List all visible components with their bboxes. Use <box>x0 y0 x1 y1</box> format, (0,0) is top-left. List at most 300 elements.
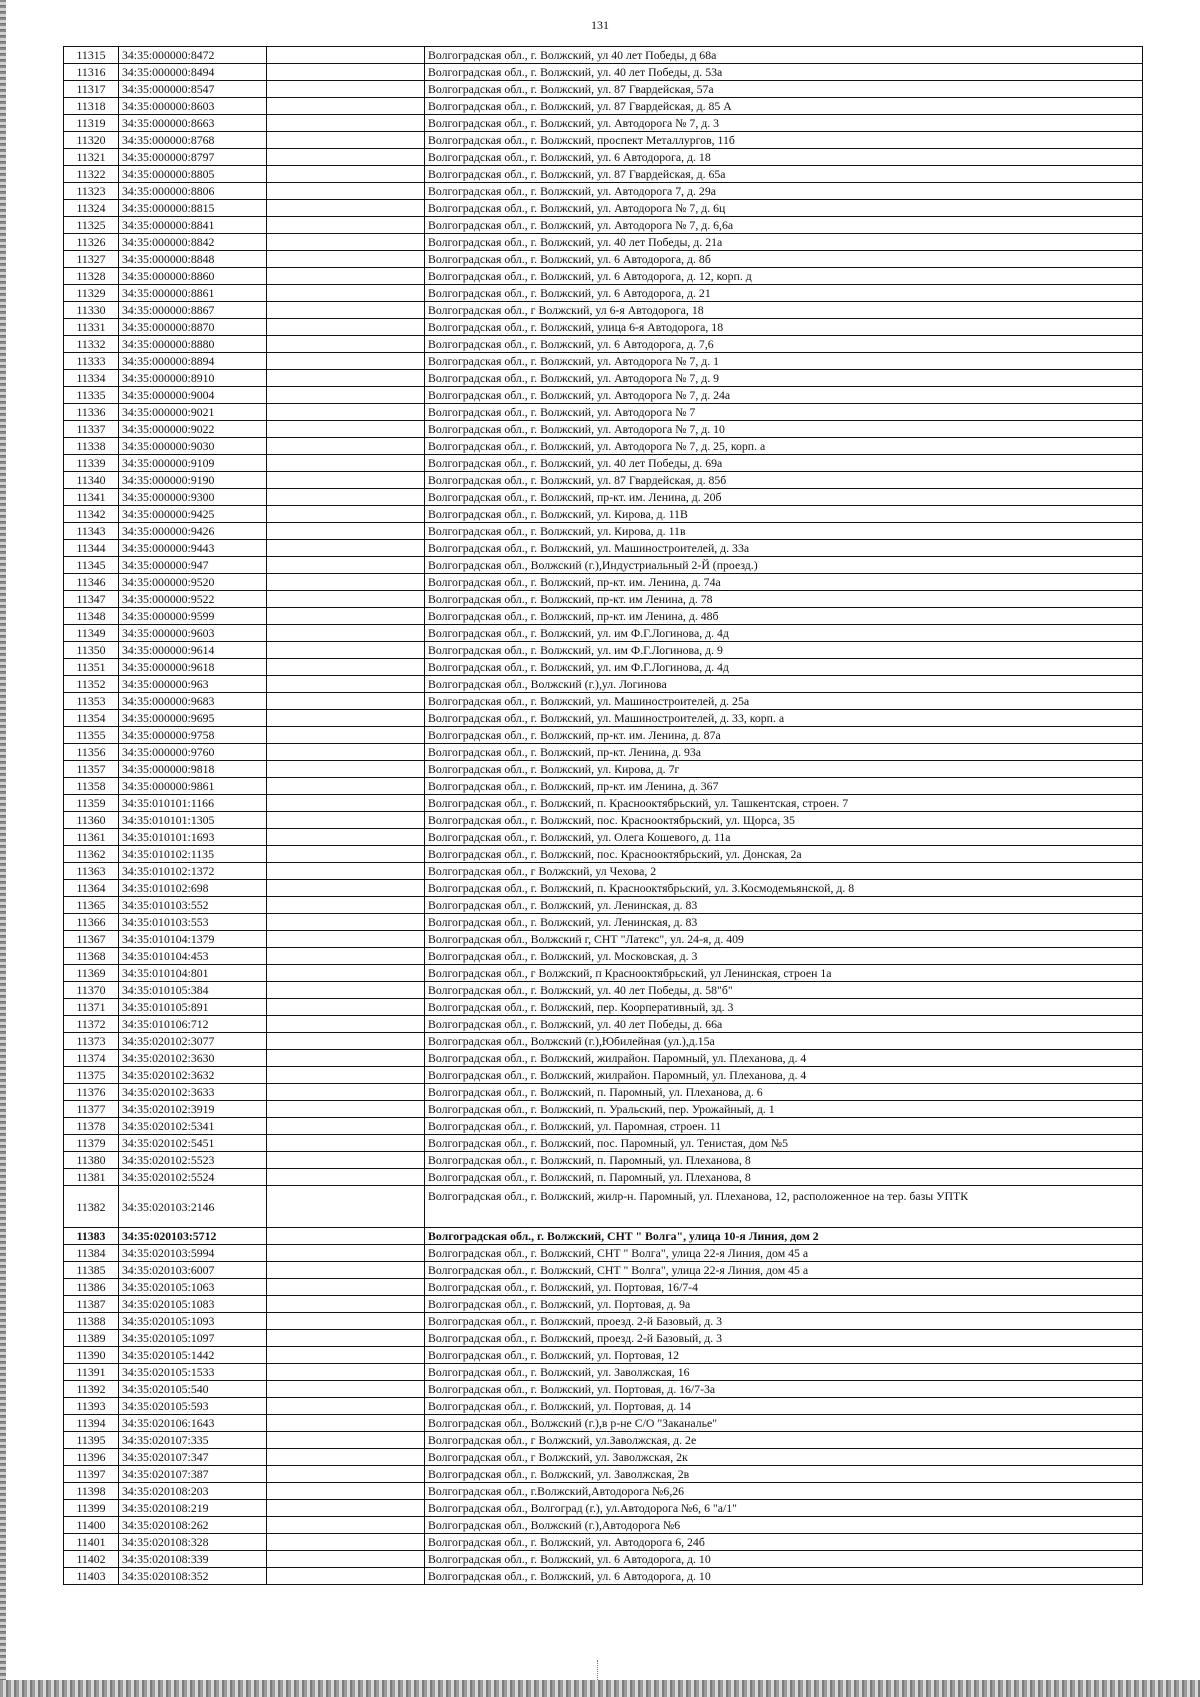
row-number-cell: 11367 <box>64 931 119 948</box>
blank-cell <box>267 1186 425 1228</box>
table-row <box>64 1186 1143 1228</box>
blank-cell <box>267 1449 425 1466</box>
table-row <box>64 727 1143 744</box>
table-row <box>64 591 1143 608</box>
table-row <box>64 1101 1143 1118</box>
address-cell: Волгоградская обл., г. Волжский, ул. им Ф.Г.Логинова, д. 4д <box>425 625 1143 642</box>
row-number-cell: 11379 <box>64 1135 119 1152</box>
blank-cell <box>267 1228 425 1245</box>
row-number-cell: 11326 <box>64 234 119 251</box>
table-row <box>64 1551 1143 1568</box>
cadastral-number-cell: 34:35:000000:8860 <box>119 268 267 285</box>
row-number-cell: 11329 <box>64 285 119 302</box>
cadastral-number-cell: 34:35:020105:1083 <box>119 1296 267 1313</box>
cadastral-number-cell: 34:35:020108:339 <box>119 1551 267 1568</box>
blank-cell <box>267 727 425 744</box>
table-row <box>64 880 1143 897</box>
row-number-cell: 11376 <box>64 1084 119 1101</box>
blank-cell <box>267 1500 425 1517</box>
table-row <box>64 472 1143 489</box>
cadastral-number-cell: 34:35:020105:540 <box>119 1381 267 1398</box>
blank-cell <box>267 642 425 659</box>
cadastral-number-cell: 34:35:000000:8910 <box>119 370 267 387</box>
page-number: 131 <box>591 18 609 32</box>
blank-cell <box>267 115 425 132</box>
table-row <box>64 1135 1143 1152</box>
cadastral-number-cell: 34:35:000000:9109 <box>119 455 267 472</box>
address-cell: Волгоградская обл., г. Волжский, ул. 40 лет Победы, д. 69а <box>425 455 1143 472</box>
cadastral-number-cell: 34:35:020108:219 <box>119 1500 267 1517</box>
cadastral-number-cell: 34:35:000000:9021 <box>119 404 267 421</box>
row-number-cell: 11370 <box>64 982 119 999</box>
cadastral-number-cell: 34:35:000000:9683 <box>119 693 267 710</box>
row-number-cell: 11328 <box>64 268 119 285</box>
cadastral-number-cell: 34:35:000000:9030 <box>119 438 267 455</box>
row-number-cell: 11387 <box>64 1296 119 1313</box>
row-number-cell: 11335 <box>64 387 119 404</box>
blank-cell <box>267 1364 425 1381</box>
address-cell: Волгоградская обл., г. Волжский, пр-кт. им. Ленина, д. 20б <box>425 489 1143 506</box>
address-cell: Волгоградская обл., г. Волжский, проезд. 2-й Базовый, д. 3 <box>425 1330 1143 1347</box>
row-number-cell: 11350 <box>64 642 119 659</box>
row-number-cell: 11368 <box>64 948 119 965</box>
blank-cell <box>267 1118 425 1135</box>
blank-cell <box>267 948 425 965</box>
cadastral-number-cell: 34:35:010102:1135 <box>119 846 267 863</box>
cadastral-number-cell: 34:35:010102:698 <box>119 880 267 897</box>
address-cell: Волгоградская обл., г. Волжский, пос. Краснооктябрьский, ул. Донская, 2а <box>425 846 1143 863</box>
row-number-cell: 11381 <box>64 1169 119 1186</box>
blank-cell <box>267 1415 425 1432</box>
cadastral-number-cell: 34:35:020108:328 <box>119 1534 267 1551</box>
table-row <box>64 931 1143 948</box>
table-row <box>64 1067 1143 1084</box>
row-number-cell: 11369 <box>64 965 119 982</box>
table-row <box>64 557 1143 574</box>
table-row <box>64 863 1143 880</box>
table-row <box>64 438 1143 455</box>
row-number-cell: 11357 <box>64 761 119 778</box>
fold-mark <box>597 1660 599 1682</box>
cadastral-number-cell: 34:35:020108:262 <box>119 1517 267 1534</box>
row-number-cell: 11388 <box>64 1313 119 1330</box>
blank-cell <box>267 1033 425 1050</box>
table-row <box>64 1296 1143 1313</box>
address-cell: Волгоградская обл., г. Волжский, СНТ " Волга", улица 10-я Линия, дом 2 <box>425 1228 1143 1245</box>
blank-cell <box>267 64 425 81</box>
blank-cell <box>267 319 425 336</box>
row-number-cell: 11338 <box>64 438 119 455</box>
table-row <box>64 1228 1143 1245</box>
address-cell: Волгоградская обл., г. Волжский, п. Паромный, ул. Плеханова, 8 <box>425 1152 1143 1169</box>
blank-cell <box>267 1084 425 1101</box>
table-row <box>64 149 1143 166</box>
address-cell: Волгоградская обл., г. Волжский, ул. 87 Гвардейская, д. 65а <box>425 166 1143 183</box>
address-cell: Волгоградская обл., г. Волжский, ул. Автодорога № 7, д. 6,6а <box>425 217 1143 234</box>
blank-cell <box>267 710 425 727</box>
address-cell: Волгоградская обл., г. Волжский, ул. Московская, д. 3 <box>425 948 1143 965</box>
table-row <box>64 625 1143 642</box>
row-number-cell: 11402 <box>64 1551 119 1568</box>
table-row <box>64 897 1143 914</box>
row-number-cell: 11352 <box>64 676 119 693</box>
cadastral-number-cell: 34:35:000000:947 <box>119 557 267 574</box>
cadastral-number-cell: 34:35:020105:1533 <box>119 1364 267 1381</box>
blank-cell <box>267 999 425 1016</box>
row-number-cell: 11391 <box>64 1364 119 1381</box>
table-row <box>64 693 1143 710</box>
cadastral-number-cell: 34:35:000000:8547 <box>119 81 267 98</box>
row-number-cell: 11356 <box>64 744 119 761</box>
address-cell: Волгоградская обл., г. Волжский, ул 40 лет Победы, д 68а <box>425 47 1143 64</box>
cadastral-number-cell: 34:35:000000:8842 <box>119 234 267 251</box>
address-cell: Волгоградская обл., г. Волжский, ул. Ленинская, д. 83 <box>425 914 1143 931</box>
blank-cell <box>267 778 425 795</box>
row-number-cell: 11354 <box>64 710 119 727</box>
cadastral-number-cell: 34:35:020102:3919 <box>119 1101 267 1118</box>
table-row <box>64 455 1143 472</box>
table-row <box>64 710 1143 727</box>
address-cell: Волгоградская обл., г. Волжский, ул. Кирова, д. 11в <box>425 523 1143 540</box>
blank-cell <box>267 880 425 897</box>
blank-cell <box>267 693 425 710</box>
scan-bottom-edge <box>0 1680 1200 1697</box>
cadastral-number-cell: 34:35:000000:8494 <box>119 64 267 81</box>
cadastral-number-cell: 34:35:020102:3632 <box>119 1067 267 1084</box>
address-cell: Волгоградская обл., г. Волжский, ул. 40 лет Победы, д. 66а <box>425 1016 1143 1033</box>
blank-cell <box>267 489 425 506</box>
row-number-cell: 11377 <box>64 1101 119 1118</box>
blank-cell <box>267 1016 425 1033</box>
cadastral-number-cell: 34:35:020102:5523 <box>119 1152 267 1169</box>
row-number-cell: 11332 <box>64 336 119 353</box>
table-row <box>64 421 1143 438</box>
blank-cell <box>267 744 425 761</box>
row-number-cell: 11401 <box>64 1534 119 1551</box>
registry-table <box>63 46 1143 1585</box>
table-row <box>64 1262 1143 1279</box>
cadastral-number-cell: 34:35:020108:352 <box>119 1568 267 1585</box>
blank-cell <box>267 1551 425 1568</box>
blank-cell <box>267 1466 425 1483</box>
row-number-cell: 11399 <box>64 1500 119 1517</box>
cadastral-number-cell: 34:35:000000:9022 <box>119 421 267 438</box>
table-row <box>64 1169 1143 1186</box>
row-number-cell: 11315 <box>64 47 119 64</box>
table-row <box>64 1347 1143 1364</box>
blank-cell <box>267 659 425 676</box>
row-number-cell: 11358 <box>64 778 119 795</box>
cadastral-number-cell: 34:35:000000:9760 <box>119 744 267 761</box>
row-number-cell: 11383 <box>64 1228 119 1245</box>
blank-cell <box>267 1483 425 1500</box>
blank-cell <box>267 761 425 778</box>
cadastral-number-cell: 34:35:000000:8805 <box>119 166 267 183</box>
table-row <box>64 1415 1143 1432</box>
row-number-cell: 11363 <box>64 863 119 880</box>
table-row <box>64 1364 1143 1381</box>
address-cell: Волгоградская обл., г. Волжский, п. Уральский, пер. Урожайный, д. 1 <box>425 1101 1143 1118</box>
blank-cell <box>267 183 425 200</box>
row-number-cell: 11319 <box>64 115 119 132</box>
table-row <box>64 64 1143 81</box>
address-cell: Волгоградская обл., г. Волжский, ул. Автодорога № 7, д. 24а <box>425 387 1143 404</box>
address-cell: Волгоградская обл., г. Волжский, ул. Автодорога № 7 <box>425 404 1143 421</box>
row-number-cell: 11382 <box>64 1186 119 1228</box>
address-cell: Волгоградская обл., г. Волжский, ул. Кирова, д. 11В <box>425 506 1143 523</box>
cadastral-number-cell: 34:35:010104:801 <box>119 965 267 982</box>
blank-cell <box>267 965 425 982</box>
table-row <box>64 387 1143 404</box>
blank-cell <box>267 574 425 591</box>
blank-cell <box>267 591 425 608</box>
address-cell: Волгоградская обл., г. Волжский, ул. Олега Кошевого, д. 11а <box>425 829 1143 846</box>
cadastral-number-cell: 34:35:010101:1305 <box>119 812 267 829</box>
row-number-cell: 11380 <box>64 1152 119 1169</box>
address-cell: Волгоградская обл., г. Волжский, ул. 87 Гвардейская, д. 85б <box>425 472 1143 489</box>
row-number-cell: 11378 <box>64 1118 119 1135</box>
row-number-cell: 11366 <box>64 914 119 931</box>
cadastral-number-cell: 34:35:000000:9004 <box>119 387 267 404</box>
table-row <box>64 1483 1143 1500</box>
address-cell: Волгоградская обл., г. Волжский, п. Краснооктябрьский, ул. Ташкентская, строен. 7 <box>425 795 1143 812</box>
cadastral-number-cell: 34:35:020105:1097 <box>119 1330 267 1347</box>
table-row <box>64 1568 1143 1585</box>
blank-cell <box>267 540 425 557</box>
row-number-cell: 11372 <box>64 1016 119 1033</box>
address-cell: Волгоградская обл., г. Волжский, ул. им Ф.Г.Логинова, д. 4д <box>425 659 1143 676</box>
row-number-cell: 11353 <box>64 693 119 710</box>
address-cell: Волгоградская обл., г. Волжский, ул. 6 Автодорога, д. 10 <box>425 1551 1143 1568</box>
address-cell: Волгоградская обл., Волжский (г.),Юбилейная (ул.),д.15а <box>425 1033 1143 1050</box>
address-cell: Волгоградская обл., г. Волжский, ул. Портовая, д. 14 <box>425 1398 1143 1415</box>
row-number-cell: 11347 <box>64 591 119 608</box>
row-number-cell: 11403 <box>64 1568 119 1585</box>
address-cell: Волгоградская обл., Волгоград (г.), ул.Автодорога №6, 6 "а/1" <box>425 1500 1143 1517</box>
blank-cell <box>267 251 425 268</box>
row-number-cell: 11341 <box>64 489 119 506</box>
cadastral-number-cell: 34:35:000000:8663 <box>119 115 267 132</box>
cadastral-number-cell: 34:35:020105:1063 <box>119 1279 267 1296</box>
cadastral-number-cell: 34:35:000000:8797 <box>119 149 267 166</box>
blank-cell <box>267 149 425 166</box>
address-cell: Волгоградская обл., г. Волжский, жилрайон. Паромный, ул. Плеханова, д. 4 <box>425 1067 1143 1084</box>
address-cell: Волгоградская обл., г. Волжский, ул. 6 Автодорога, д. 18 <box>425 149 1143 166</box>
row-number-cell: 11395 <box>64 1432 119 1449</box>
cadastral-number-cell: 34:35:020102:5341 <box>119 1118 267 1135</box>
address-cell: Волгоградская обл., г. Волжский, ул. 6 Автодорога, д. 21 <box>425 285 1143 302</box>
blank-cell <box>267 370 425 387</box>
address-cell: Волгоградская обл., г. Волжский, пос. Паромный, ул. Тенистая, дом №5 <box>425 1135 1143 1152</box>
blank-cell <box>267 455 425 472</box>
table-row <box>64 1449 1143 1466</box>
address-cell: Волгоградская обл., г. Волжский, ул. 40 лет Победы, д. 53а <box>425 64 1143 81</box>
cadastral-number-cell: 34:35:000000:8806 <box>119 183 267 200</box>
address-cell: Волгоградская обл., г. Волжский, ул. Портовая, 16/7-4 <box>425 1279 1143 1296</box>
cadastral-number-cell: 34:35:000000:8472 <box>119 47 267 64</box>
address-cell: Волгоградская обл., г. Волжский, ул. 6 Автодорога, д. 8б <box>425 251 1143 268</box>
blank-cell <box>267 1245 425 1262</box>
cadastral-number-cell: 34:35:000000:8870 <box>119 319 267 336</box>
row-number-cell: 11365 <box>64 897 119 914</box>
blank-cell <box>267 863 425 880</box>
table-row <box>64 1084 1143 1101</box>
address-cell: Волгоградская обл., г. Волжский, пр-кт. им Ленина, д. 367 <box>425 778 1143 795</box>
address-cell: Волгоградская обл., г. Волжский, пр-кт. Ленина, д. 93а <box>425 744 1143 761</box>
blank-cell <box>267 47 425 64</box>
blank-cell <box>267 1262 425 1279</box>
table-row <box>64 982 1143 999</box>
cadastral-number-cell: 34:35:000000:9425 <box>119 506 267 523</box>
address-cell: Волгоградская обл., Волжский (г.),Индустриальный 2-Й (проезд.) <box>425 557 1143 574</box>
row-number-cell: 11371 <box>64 999 119 1016</box>
table-row <box>64 761 1143 778</box>
blank-cell <box>267 1296 425 1313</box>
cadastral-number-cell: 34:35:010101:1693 <box>119 829 267 846</box>
table-row <box>64 1245 1143 1262</box>
blank-cell <box>267 931 425 948</box>
blank-cell <box>267 1398 425 1415</box>
table-row <box>64 200 1143 217</box>
registry-table-body <box>64 47 1143 1585</box>
blank-cell <box>267 1534 425 1551</box>
row-number-cell: 11316 <box>64 64 119 81</box>
blank-cell <box>267 353 425 370</box>
table-row <box>64 676 1143 693</box>
cadastral-number-cell: 34:35:020102:3633 <box>119 1084 267 1101</box>
blank-cell <box>267 1432 425 1449</box>
table-row <box>64 1432 1143 1449</box>
row-number-cell: 11386 <box>64 1279 119 1296</box>
blank-cell <box>267 217 425 234</box>
cadastral-number-cell: 34:35:010102:1372 <box>119 863 267 880</box>
blank-cell <box>267 336 425 353</box>
table-row <box>64 489 1143 506</box>
table-row <box>64 1398 1143 1415</box>
address-cell: Волгоградская обл., Волжский г, СНТ "Латекс", ул. 24-я, д. 409 <box>425 931 1143 948</box>
blank-cell <box>267 1135 425 1152</box>
address-cell: Волгоградская обл., Волжский (г.),в р-не С/О "Заканалье" <box>425 1415 1143 1432</box>
table-row <box>64 302 1143 319</box>
table-row <box>64 523 1143 540</box>
address-cell: Волгоградская обл., г. Волжский, улица 6-я Автодорога, 18 <box>425 319 1143 336</box>
address-cell: Волгоградская обл., г. Волжский, п. Паромный, ул. Плеханова, д. 6 <box>425 1084 1143 1101</box>
address-cell: Волгоградская обл., г Волжский, ул. Заволжская, 2к <box>425 1449 1143 1466</box>
address-cell: Волгоградская обл., г. Волжский, ул. 40 лет Победы, д. 58"б" <box>425 982 1143 999</box>
table-row <box>64 846 1143 863</box>
cadastral-number-cell: 34:35:020107:347 <box>119 1449 267 1466</box>
cadastral-number-cell: 34:35:000000:9695 <box>119 710 267 727</box>
scan-left-edge <box>0 0 6 1697</box>
address-cell: Волгоградская обл., г. Волжский, пос. Краснооктябрьский, ул. Щорса, 35 <box>425 812 1143 829</box>
address-cell: Волгоградская обл., г. Волжский, ул. Автодорога № 7, д. 10 <box>425 421 1143 438</box>
address-cell: Волгоградская обл., г. Волжский, ул. Автодорога 7, д. 29а <box>425 183 1143 200</box>
table-row <box>64 608 1143 625</box>
cadastral-number-cell: 34:35:000000:9520 <box>119 574 267 591</box>
cadastral-number-cell: 34:35:000000:8880 <box>119 336 267 353</box>
cadastral-number-cell: 34:35:000000:8841 <box>119 217 267 234</box>
address-cell: Волгоградская обл., г. Волжский, ул. 40 лет Победы, д. 21а <box>425 234 1143 251</box>
table-row <box>64 319 1143 336</box>
row-number-cell: 11364 <box>64 880 119 897</box>
address-cell: Волгоградская обл., г. Волжский, ул. Портовая, 12 <box>425 1347 1143 1364</box>
blank-cell <box>267 1101 425 1118</box>
blank-cell <box>267 625 425 642</box>
cadastral-number-cell: 34:35:000000:9818 <box>119 761 267 778</box>
cadastral-number-cell: 34:35:020102:5524 <box>119 1169 267 1186</box>
row-number-cell: 11323 <box>64 183 119 200</box>
address-cell: Волгоградская обл., г. Волжский, п. Паромный, ул. Плеханова, 8 <box>425 1169 1143 1186</box>
table-row <box>64 1517 1143 1534</box>
table-row <box>64 1279 1143 1296</box>
address-cell: Волгоградская обл., г. Волжский, ул. Заволжская, 2в <box>425 1466 1143 1483</box>
address-cell: Волгоградская обл., г. Волжский, ул. Портовая, д. 16/7-3а <box>425 1381 1143 1398</box>
row-number-cell: 11331 <box>64 319 119 336</box>
blank-cell <box>267 608 425 625</box>
table-row <box>64 778 1143 795</box>
blank-cell <box>267 285 425 302</box>
blank-cell <box>267 1067 425 1084</box>
cadastral-number-cell: 34:35:000000:8848 <box>119 251 267 268</box>
address-cell: Волгоградская обл., г. Волжский, ул. 6 Автодорога, д. 12, корп. д <box>425 268 1143 285</box>
address-cell: Волгоградская обл., г. Волжский, СНТ " Волга", улица 22-я Линия, дом 45 а <box>425 1262 1143 1279</box>
table-row <box>64 1534 1143 1551</box>
row-number-cell: 11349 <box>64 625 119 642</box>
table-row <box>64 1118 1143 1135</box>
cadastral-number-cell: 34:35:000000:9861 <box>119 778 267 795</box>
row-number-cell: 11360 <box>64 812 119 829</box>
address-cell: Волгоградская обл., г. Волжский, ул. Портовая, д. 9а <box>425 1296 1143 1313</box>
cadastral-number-cell: 34:35:000000:9522 <box>119 591 267 608</box>
row-number-cell: 11392 <box>64 1381 119 1398</box>
blank-cell <box>267 1279 425 1296</box>
cadastral-number-cell: 34:35:000000:8894 <box>119 353 267 370</box>
table-row <box>64 659 1143 676</box>
row-number-cell: 11389 <box>64 1330 119 1347</box>
table-row <box>64 795 1143 812</box>
table-row <box>64 1500 1143 1517</box>
cadastral-number-cell: 34:35:000000:9443 <box>119 540 267 557</box>
address-cell: Волгоградская обл., г Волжский, п Краснооктябрьский, ул Ленинская, строен 1а <box>425 965 1143 982</box>
address-cell: Волгоградская обл., г. Волжский, ул. Машиностроителей, д. 33, корп. а <box>425 710 1143 727</box>
blank-cell <box>267 234 425 251</box>
blank-cell <box>267 81 425 98</box>
table-row <box>64 812 1143 829</box>
blank-cell <box>267 982 425 999</box>
table-row <box>64 98 1143 115</box>
table-row <box>64 115 1143 132</box>
cadastral-number-cell: 34:35:010101:1166 <box>119 795 267 812</box>
address-cell: Волгоградская обл., г. Волжский, ул. Машиностроителей, д. 25а <box>425 693 1143 710</box>
table-row <box>64 1381 1143 1398</box>
blank-cell <box>267 1347 425 1364</box>
table-row <box>64 353 1143 370</box>
address-cell: Волгоградская обл., г. Волжский, ул. Кирова, д. 7г <box>425 761 1143 778</box>
table-row <box>64 336 1143 353</box>
table-row <box>64 183 1143 200</box>
cadastral-number-cell: 34:35:010103:553 <box>119 914 267 931</box>
address-cell: Волгоградская обл., г. Волжский, жилр-н. Паромный, ул. Плеханова, 12, расположенное на тер. базы УПТК <box>425 1186 1143 1228</box>
row-number-cell: 11384 <box>64 1245 119 1262</box>
row-number-cell: 11355 <box>64 727 119 744</box>
table-row <box>64 1050 1143 1067</box>
row-number-cell: 11390 <box>64 1347 119 1364</box>
row-number-cell: 11318 <box>64 98 119 115</box>
address-cell: Волгоградская обл., Волжский (г.),ул. Логинова <box>425 676 1143 693</box>
address-cell: Волгоградская обл., г. Волжский, ул. Автодорога № 7, д. 25, корп. а <box>425 438 1143 455</box>
row-number-cell: 11373 <box>64 1033 119 1050</box>
cadastral-number-cell: 34:35:000000:8861 <box>119 285 267 302</box>
